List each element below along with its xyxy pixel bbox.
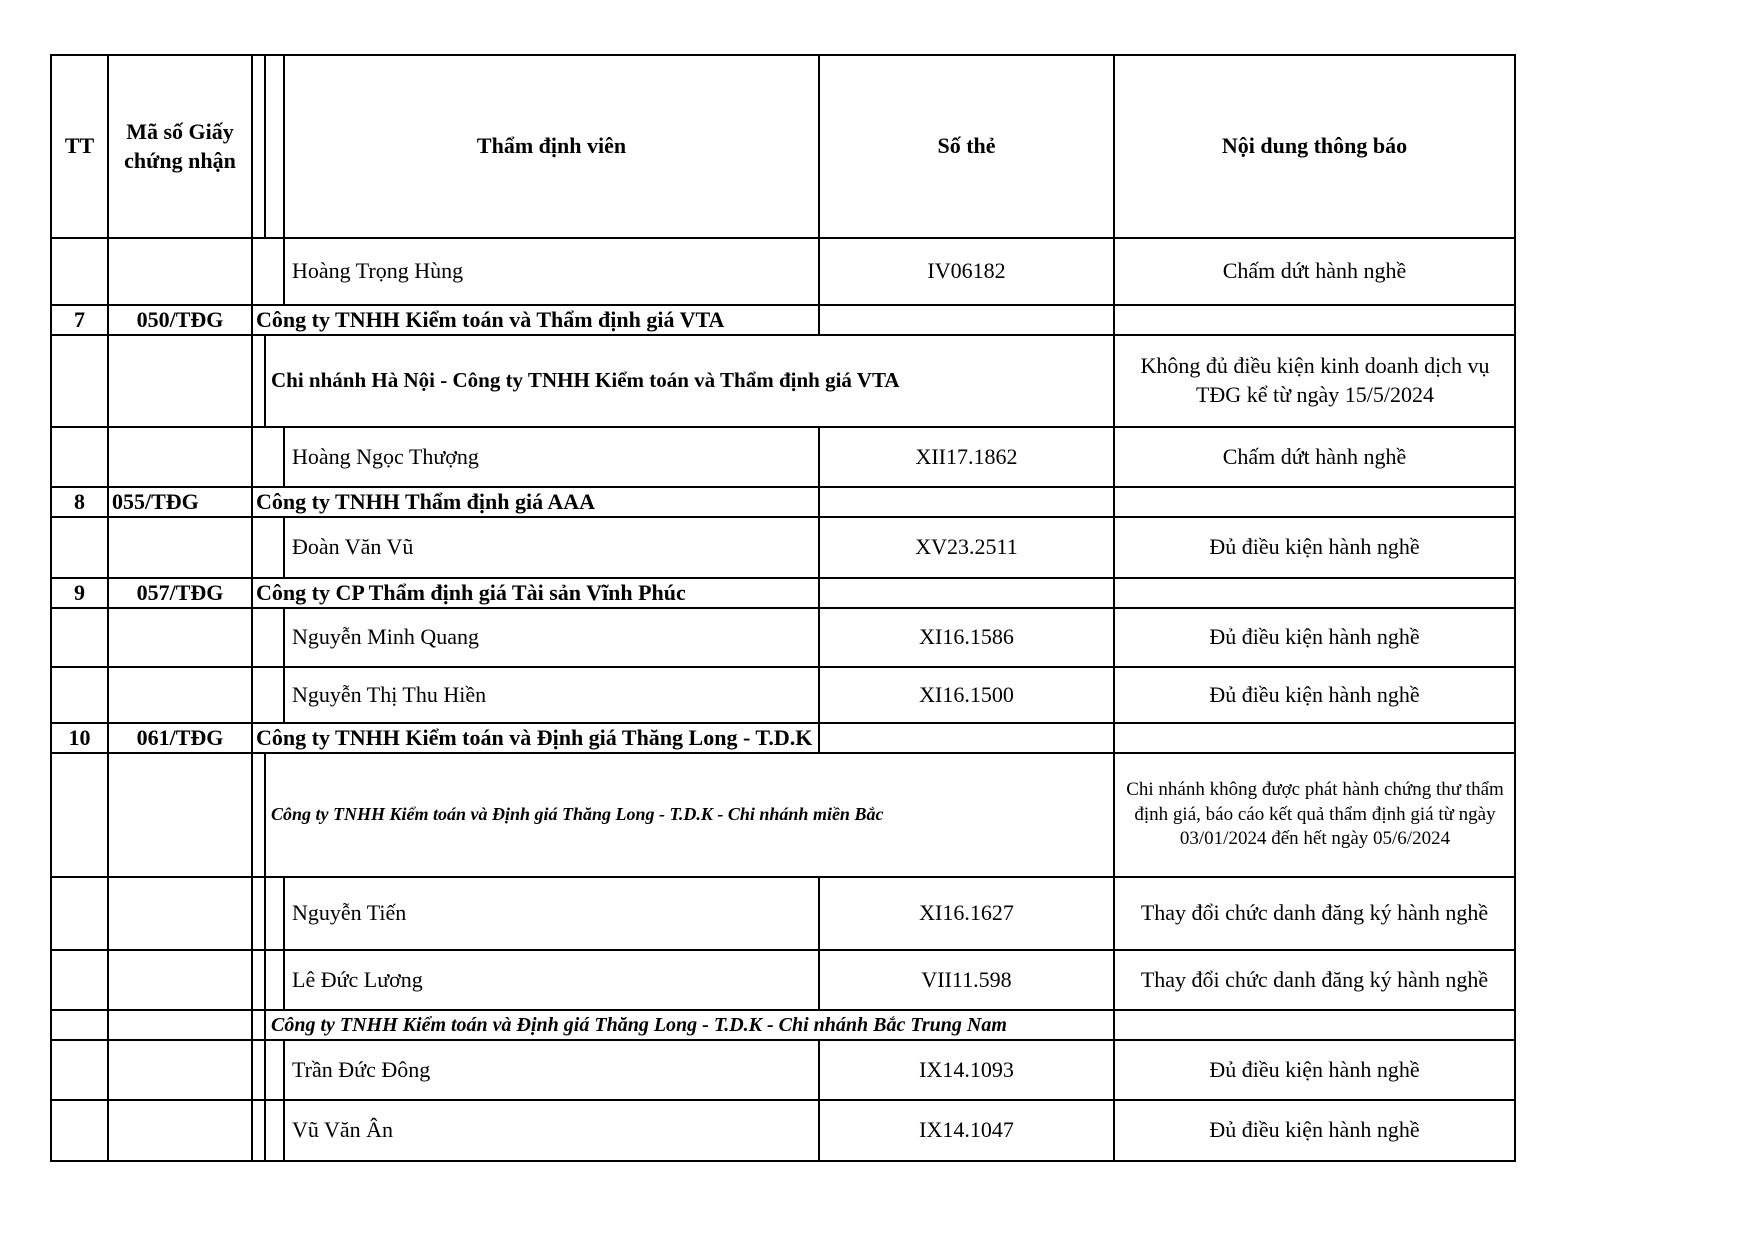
- notice-content: Thay đổi chức danh đăng ký hành nghề: [1140, 900, 1489, 926]
- row-number: 10: [68, 724, 91, 750]
- notice-content: Đủ điều kiện hành nghề: [1209, 681, 1420, 707]
- appraiser-name: Trần Đức Đông: [292, 1056, 431, 1082]
- appraiser-name: Nguyễn Tiến: [292, 900, 407, 926]
- notice-content: Đủ điều kiện hành nghề: [1209, 534, 1420, 560]
- notice-content: Chấm dứt hành nghề: [1222, 258, 1407, 284]
- notice-content: Đủ điều kiện hành nghề: [1209, 624, 1420, 650]
- table-border: [50, 1160, 1516, 1162]
- header-card: Số thẻ: [937, 133, 996, 159]
- company-name: Công ty TNHH Kiểm toán và Thẩm định giá VTA: [256, 306, 725, 332]
- table-line: [107, 54, 109, 1162]
- appraiser-name: Hoàng Ngọc Thượng: [292, 443, 479, 469]
- header-tt: TT: [64, 133, 95, 159]
- card-number: XV23.2511: [915, 534, 1018, 560]
- table-line: [818, 577, 820, 609]
- row-number: 7: [74, 306, 85, 332]
- appraiser-name: Lê Đức Lương: [292, 966, 423, 992]
- branch-name: Công ty TNHH Kiểm toán và Định giá Thăng Long - T.D.K - Chi nhánh miền Bắc: [271, 804, 884, 825]
- row-number: 8: [74, 488, 85, 514]
- appraiser-name: Vũ Văn Ân: [292, 1117, 394, 1143]
- appraiser-name: Nguyễn Thị Thu Hiền: [292, 681, 487, 707]
- card-number: IX14.1093: [919, 1056, 1014, 1082]
- card-number: IV06182: [927, 258, 1006, 284]
- notice-content: Chi nhánh không được phát hành chứng thư thẩm định giá, báo cáo kết quả thẩm định giá từ ngày 03/01/2024 đến hết ngày 05/6/2024: [1126, 778, 1504, 850]
- company-name: Công ty TNHH Thẩm định giá AAA: [256, 488, 596, 514]
- branch-name: Công ty TNHH Kiểm toán và Định giá Thăng Long - T.D.K - Chi nhánh Bắc Trung Nam: [271, 1014, 1007, 1036]
- card-number: XI16.1500: [919, 681, 1014, 707]
- table-line: [264, 334, 266, 428]
- cert-number: 055/TĐG: [112, 488, 199, 514]
- branch-name: Chi nhánh Hà Nội - Công ty TNHH Kiểm toán và Thẩm định giá VTA: [271, 368, 900, 393]
- table-line: [264, 54, 266, 238]
- table-line: [283, 1039, 285, 1162]
- table-border: [1514, 54, 1516, 1162]
- cert-number: 057/TĐG: [136, 579, 224, 605]
- notice-content: Không đủ điều kiện kinh doanh dịch vụ TĐG kể từ ngày 15/5/2024: [1140, 353, 1490, 407]
- notice-content: Chấm dứt hành nghề: [1222, 443, 1407, 469]
- table-line: [818, 304, 820, 336]
- card-number: IX14.1047: [919, 1117, 1014, 1143]
- notice-content: Đủ điều kiện hành nghề: [1209, 1117, 1420, 1143]
- header-appraiser: Thẩm định viên: [476, 133, 627, 159]
- header-notice: Nội dung thông báo: [1221, 133, 1408, 159]
- card-number: VII11.598: [921, 966, 1012, 992]
- card-number: XII17.1862: [915, 443, 1018, 469]
- table-line: [283, 516, 285, 579]
- table-line: [283, 426, 285, 488]
- cert-number: 061/TĐG: [136, 724, 224, 750]
- table-line: [283, 876, 285, 1011]
- company-name: Công ty TNHH Kiểm toán và Định giá Thăng Long - T.D.K: [256, 724, 813, 750]
- appraiser-name: Hoàng Trọng Hùng: [292, 258, 464, 284]
- card-number: XI16.1627: [919, 900, 1014, 926]
- table-line: [264, 752, 266, 1162]
- notice-content: Đủ điều kiện hành nghề: [1209, 1056, 1420, 1082]
- table-line: [283, 607, 285, 724]
- card-number: XI16.1586: [919, 624, 1014, 650]
- appraiser-name: Đoàn Văn Vũ: [292, 534, 414, 560]
- company-name: Công ty CP Thẩm định giá Tài sản Vĩnh Phúc: [256, 579, 686, 605]
- cert-number: 050/TĐG: [136, 306, 224, 332]
- row-number: 9: [74, 579, 85, 605]
- table-line: [251, 54, 253, 1162]
- appraiser-name: Nguyễn Minh Quang: [292, 624, 479, 650]
- header-cert: Mã số Giấy chứng nhận: [124, 118, 236, 173]
- table-line: [283, 237, 285, 306]
- notice-content: Thay đổi chức danh đăng ký hành nghề: [1140, 966, 1489, 992]
